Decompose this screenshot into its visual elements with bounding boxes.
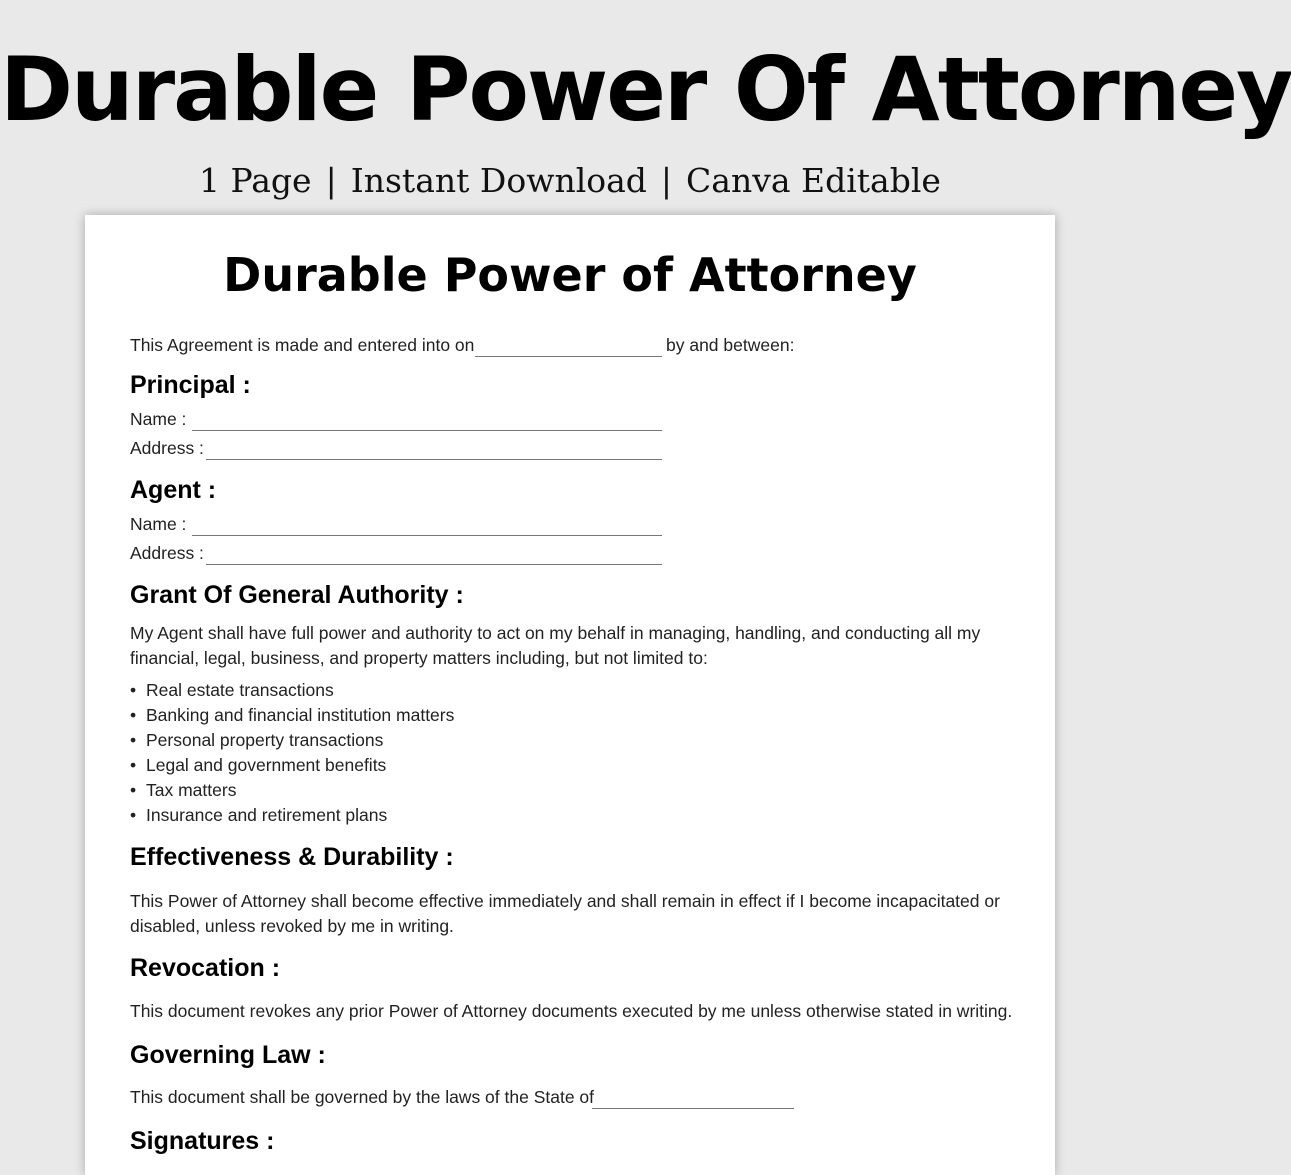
principal-address-label: Address :	[130, 438, 204, 458]
effectiveness-text: This Power of Attorney shall become effective immediately and shall remain in effect if I become incapacitated or disabled, unless revoked by me in writing.	[130, 891, 1000, 936]
intro-text-after: by and between:	[666, 335, 795, 355]
list-item: • Legal and government benefits	[130, 753, 454, 778]
governing-law-text: This document shall be governed by the laws of the State of	[130, 1087, 595, 1107]
intro-text-before: This Agreement is made and entered into on	[130, 335, 475, 355]
state-blank-field[interactable]	[592, 1108, 794, 1109]
list-item: • Real estate transactions	[130, 678, 454, 703]
banner-title: Durable Power Of Attorney	[0, 38, 1291, 141]
governing-law-heading: Governing Law :	[130, 1041, 326, 1069]
bullet-icon: •	[130, 805, 137, 825]
bullet-icon: •	[130, 705, 137, 725]
list-item: • Personal property transactions	[130, 728, 454, 753]
list-item: • Banking and financial institution matters	[130, 703, 454, 728]
bullet-icon: •	[130, 680, 137, 700]
agent-heading: Agent :	[130, 476, 217, 504]
bullet-icon: •	[130, 730, 137, 750]
document-sheet	[85, 215, 1055, 1175]
subtitle-separator: |	[660, 161, 673, 200]
agent-name-label: Name :	[130, 514, 187, 534]
principal-address-field[interactable]	[206, 459, 662, 460]
effectiveness-heading: Effectiveness & Durability :	[130, 843, 454, 871]
signatures-heading: Signatures :	[130, 1127, 275, 1155]
bullet-icon: •	[130, 755, 137, 775]
subtitle-editable: Canva Editable	[686, 161, 941, 200]
agent-address-field[interactable]	[206, 564, 662, 565]
grant-text: My Agent shall have full power and authority to act on my behalf in managing, handling, and conducting all my financial, legal, business, and property matters including, but not limited to:	[130, 623, 981, 668]
subtitle-download: Instant Download	[350, 161, 647, 200]
subtitle-separator: |	[325, 161, 337, 200]
principal-name-field[interactable]	[192, 430, 662, 431]
date-blank-field[interactable]	[475, 356, 662, 357]
principal-name-label: Name :	[130, 409, 187, 429]
principal-heading: Principal :	[130, 371, 251, 399]
agent-address-label: Address :	[130, 543, 204, 563]
grant-heading: Grant Of General Authority :	[130, 581, 464, 609]
agent-name-field[interactable]	[192, 535, 662, 536]
document-title: Durable Power of Attorney	[223, 248, 917, 302]
banner-subtitle	[0, 158, 1140, 204]
list-item: • Insurance and retirement plans	[130, 803, 454, 828]
revocation-heading: Revocation :	[130, 954, 281, 982]
subtitle-pages: 1 Page	[199, 161, 312, 200]
revocation-text: This document revokes any prior Power of Attorney documents executed by me unless otherwise stated in writing.	[130, 1001, 1013, 1021]
list-item: • Tax matters	[130, 778, 454, 803]
grant-items-list	[130, 678, 454, 828]
bullet-icon: •	[130, 780, 137, 800]
